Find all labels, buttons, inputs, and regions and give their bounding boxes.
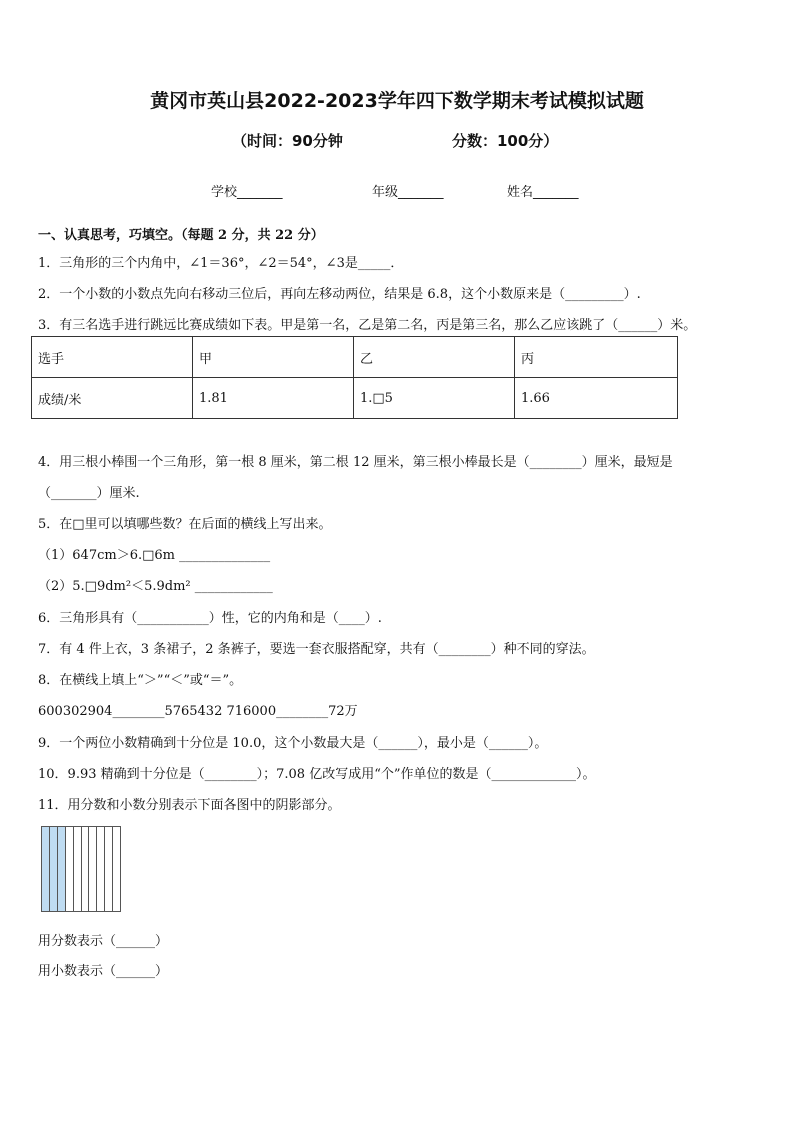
table-cell: 成绩/米 <box>32 378 193 419</box>
fraction-answer-line: 用分数表示（______） <box>38 934 169 949</box>
question-4: 4．用三根小棒围一个三角形，第一根 8 厘米，第二根 12 厘米，第三根小棒最长是（________）厘米，最短是 <box>38 455 673 470</box>
empty-strip <box>113 827 120 911</box>
shaded-strip <box>42 827 50 911</box>
table-cell: 1.81 <box>193 378 354 419</box>
table-cell: 1.66 <box>515 378 678 419</box>
table-header-cell: 选手 <box>32 337 193 378</box>
question-1: 1．三角形的三个内角中，∠1＝36°，∠2＝54°，∠3是_____． <box>38 256 404 271</box>
question-5-part-2: （2）5.□9dm²＜5.9dm² ____________ <box>38 579 273 594</box>
exam-time: （时间：90分钟 <box>232 132 343 150</box>
question-6: 6．三角形具有（___________）性，它的内角和是（____）. <box>38 611 382 626</box>
question-9: 9．一个两位小数精确到十分位是 10.0，这个小数最大是（______），最小是（______）。 <box>38 736 548 751</box>
empty-strip <box>97 827 105 911</box>
question-3: 3．有三名选手进行跳远比赛成绩如下表。甲是第一名，乙是第二名，丙是第三名，那么乙应该跳了（______）米。 <box>38 318 697 333</box>
shaded-strip-figure <box>41 826 121 912</box>
empty-strip <box>82 827 90 911</box>
empty-strip <box>66 827 74 911</box>
question-4-cont: （_______）厘米. <box>38 486 140 501</box>
table-cell: 1.□5 <box>354 378 515 419</box>
score-table <box>31 336 678 419</box>
table-row <box>32 378 678 419</box>
empty-strip <box>74 827 82 911</box>
question-5-part-1: （1）647cm＞6.□6m ______________ <box>38 548 271 563</box>
question-5: 5．在□里可以填哪些数？在后面的横线上写出来。 <box>38 517 332 532</box>
table-row <box>32 337 678 378</box>
question-10: 10．9.93 精确到十分位是（________）；7.08 亿改写成用“个”作单位的数是（_____________）。 <box>38 767 596 782</box>
table-header-cell: 乙 <box>354 337 515 378</box>
grade-field[interactable]: 年级_______ <box>372 185 444 200</box>
table-header-cell: 丙 <box>515 337 678 378</box>
name-field[interactable]: 姓名_______ <box>507 185 579 200</box>
question-7: 7．有 4 件上衣，3 条裙子，2 条裤子，要选一套衣服搭配穿，共有（________）种不同的穿法。 <box>38 642 595 657</box>
decimal-answer-line: 用小数表示（______） <box>38 964 169 979</box>
question-8-items: 600302904________5765432 716000________72万 <box>38 704 358 719</box>
exam-score: 分数：100分） <box>452 132 559 150</box>
shaded-strip <box>58 827 66 911</box>
question-8: 8．在横线上填上“＞”“＜”或“＝”。 <box>38 673 243 688</box>
page-title: 黄冈市英山县2022-2023学年四下数学期末考试模拟试题 <box>150 90 644 112</box>
empty-strip <box>89 827 97 911</box>
empty-strip <box>105 827 113 911</box>
question-11: 11．用分数和小数分别表示下面各图中的阴影部分。 <box>38 798 341 813</box>
table-header-cell: 甲 <box>193 337 354 378</box>
question-2: 2．一个小数的小数点先向右移动三位后，再向左移动两位，结果是 6.8，这个小数原来是（_________）. <box>38 287 641 302</box>
school-field[interactable]: 学校_______ <box>211 185 283 200</box>
shaded-strip <box>50 827 58 911</box>
section-heading: 一、认真思考，巧填空。（每题 2 分，共 22 分） <box>38 228 324 243</box>
